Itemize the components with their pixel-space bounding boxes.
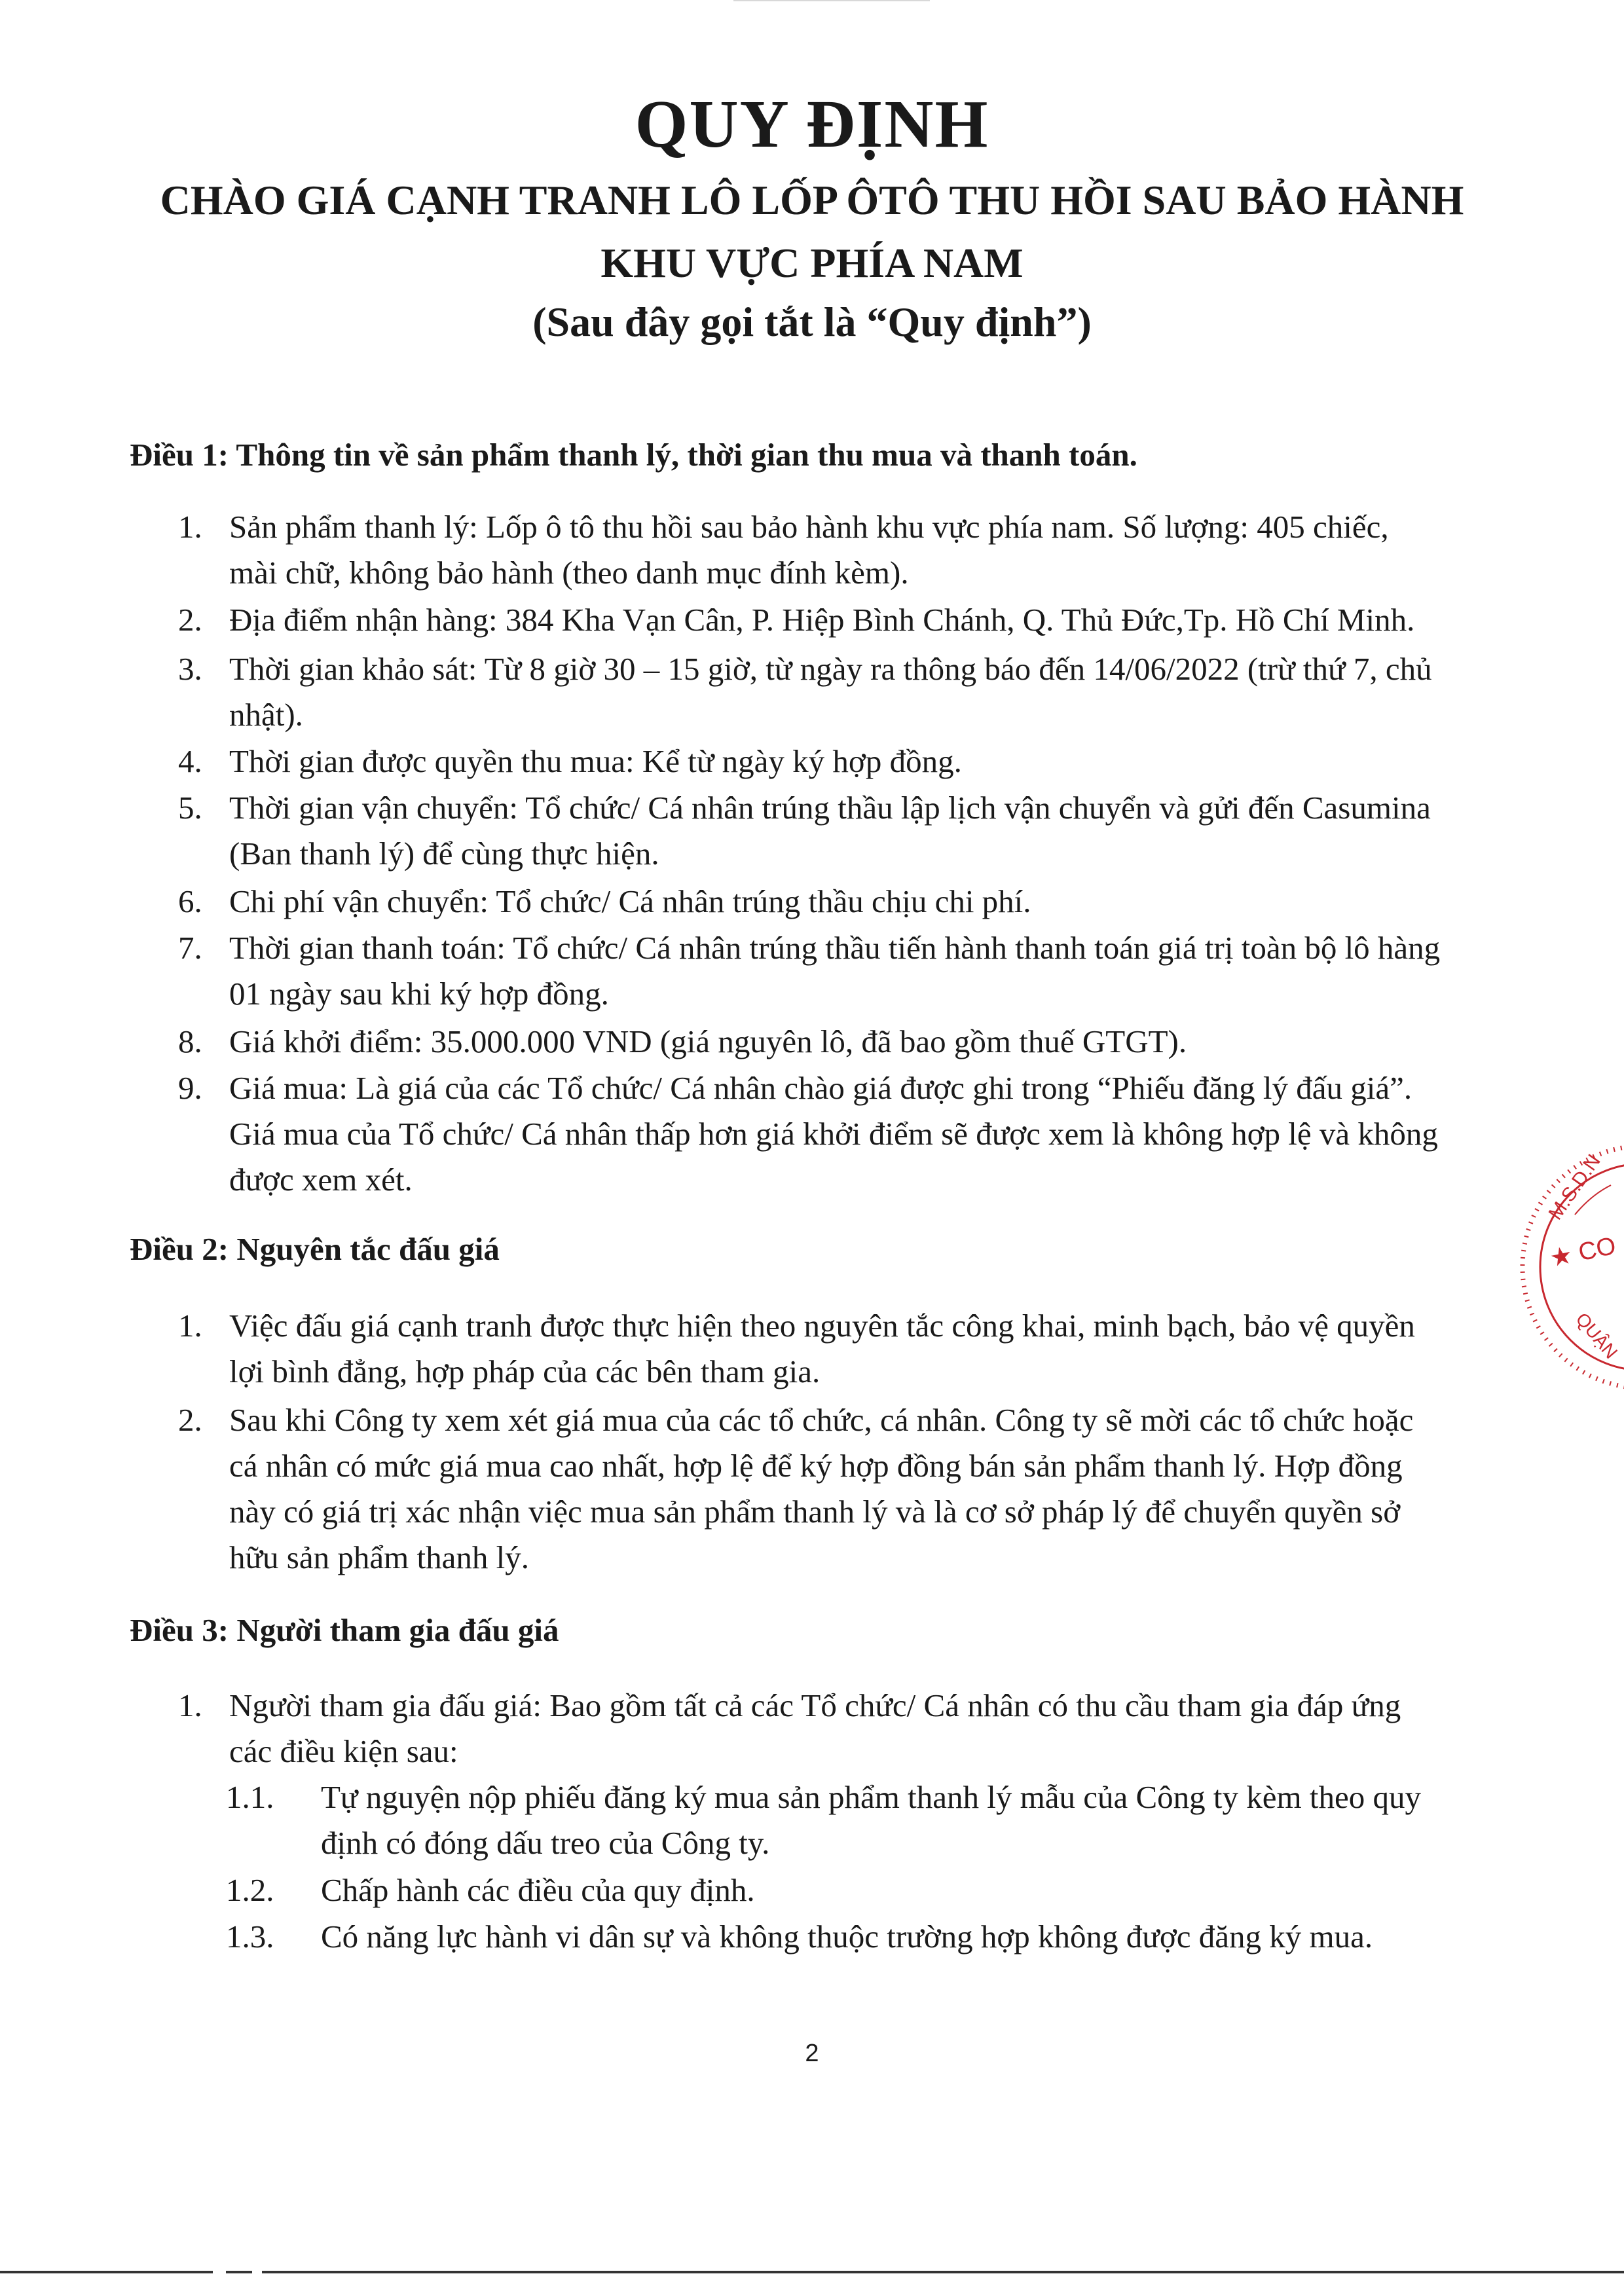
- seal-letters: ★ CO: [1547, 1232, 1619, 1273]
- subitem-number: 1.2.: [226, 1872, 274, 1908]
- item-number: 9.: [178, 1070, 202, 1106]
- item-text: [229, 1397, 1539, 1581]
- item-line: Có năng lực hành vi dân sự và không thuộc trường hợp không được đăng ký mua.: [321, 1919, 1373, 1955]
- item-text: [229, 739, 1539, 784]
- item-number: 3.: [178, 651, 202, 687]
- item-text: [229, 597, 1539, 643]
- item-text: [229, 879, 1539, 925]
- document-subtitle-line2: KHU VỰC PHÍA NAM: [600, 240, 1024, 286]
- subitem-number: 1.3.: [226, 1919, 274, 1955]
- item-text: [229, 1065, 1539, 1203]
- seal-letters-top: M.S.D.N: [1544, 1150, 1605, 1224]
- page-number: 2: [805, 2040, 819, 2067]
- item-number: 7.: [178, 930, 202, 966]
- item-text: [229, 1019, 1539, 1065]
- item-text: [229, 1683, 1539, 1774]
- subitem-text: [321, 1867, 1539, 1913]
- item-line: các điều kiện sau:: [229, 1733, 458, 1769]
- item-text: [229, 925, 1539, 1017]
- scan-bottom-edge: [0, 2271, 1624, 2275]
- item-line: được xem xét.: [229, 1162, 413, 1198]
- item-line: cá nhân có mức giá mua cao nhất, hợp lệ để ký hợp đồng bán sản phẩm thanh lý. Hợp đồng: [229, 1448, 1403, 1484]
- item-line: Thời gian vận chuyển: Tổ chức/ Cá nhân trúng thầu lập lịch vận chuyển và gửi đến Casumina: [229, 790, 1431, 826]
- item-number: 1.: [178, 1308, 202, 1344]
- item-line: Sau khi Công ty xem xét giá mua của các tổ chức, cá nhân. Công ty sẽ mời các tổ chức hoặc: [229, 1402, 1414, 1438]
- item-line: Chi phí vận chuyển: Tổ chức/ Cá nhân trúng thầu chịu chi phí.: [229, 883, 1031, 919]
- item-text: [229, 1303, 1539, 1395]
- edge-line: [262, 2271, 1624, 2273]
- item-text: [229, 504, 1539, 596]
- item-line: (Ban thanh lý) để cùng thực hiện.: [229, 835, 659, 872]
- item-line: Tự nguyện nộp phiếu đăng ký mua sản phẩm thanh lý mẫu của Công ty kèm theo quy: [321, 1779, 1421, 1815]
- item-text: [229, 646, 1539, 738]
- item-line: Chấp hành các điều của quy định.: [321, 1872, 755, 1908]
- article-2-heading: Điều 2: Nguyên tắc đấu giá: [130, 1231, 500, 1267]
- item-number: 1.: [178, 1687, 202, 1723]
- document-subtitle-line1: CHÀO GIÁ CẠNH TRANH LÔ LỐP ÔTÔ THU HỒI SAU BẢO HÀNH: [160, 177, 1464, 223]
- item-line: Địa điểm nhận hàng: 384 Kha Vạn Cân, P. Hiệp Bình Chánh, Q. Thủ Đức,Tp. Hồ Chí Minh.: [229, 602, 1415, 638]
- item-line: này có giá trị xác nhận việc mua sản phẩm thanh lý và là cơ sở pháp lý để chuyển quyền sở: [229, 1494, 1401, 1530]
- item-line: Giá mua của Tổ chức/ Cá nhân thấp hơn giá khởi điểm sẽ được xem là không hợp lệ và không: [229, 1116, 1438, 1152]
- article-3-heading: Điều 3: Người tham gia đấu giá: [130, 1612, 559, 1648]
- item-number: 2.: [178, 602, 202, 638]
- edge-line: [0, 2271, 213, 2273]
- item-line: mài chữ, không bảo hành (theo danh mục đính kèm).: [229, 555, 909, 591]
- item-number: 2.: [178, 1402, 202, 1438]
- item-line: 01 ngày sau khi ký hợp đồng.: [229, 976, 609, 1012]
- subitem-text: [321, 1914, 1539, 1960]
- item-number: 1.: [178, 509, 202, 545]
- item-line: lợi bình đẳng, hợp pháp của các bên tham gia.: [229, 1353, 821, 1389]
- article-1-heading: Điều 1: Thông tin về sản phẩm thanh lý, thời gian thu mua và thanh toán.: [130, 437, 1137, 473]
- item-text: [229, 785, 1539, 877]
- item-line: Thời gian được quyền thu mua: Kể từ ngày ký hợp đồng.: [229, 743, 962, 779]
- document-title: QUY ĐỊNH: [635, 86, 989, 162]
- item-number: 8.: [178, 1023, 202, 1059]
- item-line: Giá mua: Là giá của các Tổ chức/ Cá nhân chào giá được ghi trong “Phiếu đăng lý đấu giá”.: [229, 1070, 1412, 1106]
- item-line: Người tham gia đấu giá: Bao gồm tất cả các Tổ chức/ Cá nhân có thu cầu tham gia đáp ứng: [229, 1687, 1401, 1723]
- subitem-text: [321, 1774, 1539, 1866]
- edge-line: [226, 2271, 252, 2273]
- scan-edge-mark: [733, 0, 930, 1]
- seal-letters-bottom: QUẬN: [1572, 1308, 1622, 1363]
- item-line: Việc đấu giá cạnh tranh được thực hiện theo nguyên tắc công khai, minh bạch, bảo vệ quyền: [229, 1308, 1415, 1344]
- item-line: hữu sản phẩm thanh lý.: [229, 1539, 529, 1575]
- item-number: 5.: [178, 790, 202, 826]
- item-line: Thời gian khảo sát: Từ 8 giờ 30 – 15 giờ, từ ngày ra thông báo đến 14/06/2022 (trừ thứ 7, chủ: [229, 651, 1432, 687]
- item-line: Giá khởi điểm: 35.000.000 VND (giá nguyên lô, đã bao gồm thuế GTGT).: [229, 1023, 1187, 1059]
- subitem-number: 1.1.: [226, 1779, 274, 1815]
- company-seal-stamp: [1513, 1136, 1624, 1398]
- document-subtitle-line3: (Sau đây gọi tắt là “Quy định”): [532, 299, 1092, 345]
- item-line: Sản phẩm thanh lý: Lốp ô tô thu hồi sau bảo hành khu vực phía nam. Số lượng: 405 chiếc,: [229, 509, 1389, 545]
- item-line: nhật).: [229, 697, 303, 733]
- item-number: 4.: [178, 743, 202, 779]
- item-number: 6.: [178, 883, 202, 919]
- item-line: định có đóng dấu treo của Công ty.: [321, 1825, 770, 1861]
- item-line: Thời gian thanh toán: Tổ chức/ Cá nhân trúng thầu tiến hành thanh toán giá trị toàn bộ lô hàng: [229, 930, 1441, 966]
